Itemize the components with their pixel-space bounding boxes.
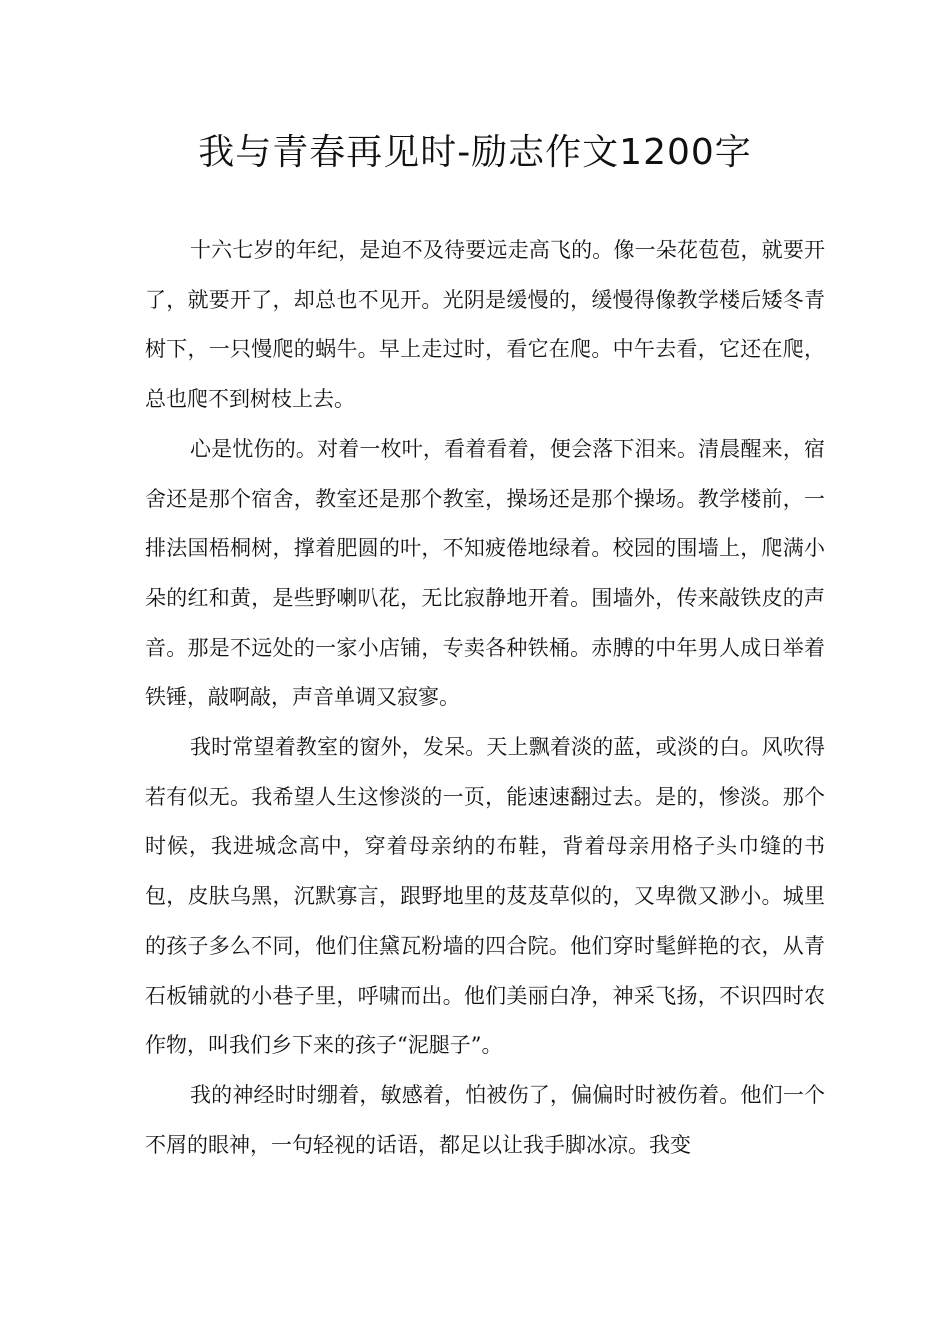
paragraph: 我时常望着教室的窗外，发呆。天上飘着淡的蓝，或淡的白。风吹得若有似无。我希望人生这惨淡的一页，能速速翻过去。是的，惨淡。那个时候，我进城念高中，穿着母亲纳的布鞋，背着母亲用格子头巾缝的书包，皮肤乌黑，沉默寡言，跟野地里的芨芨草似的，又卑微又渺小。城里的孩子多么不同，他们住黛瓦粉墙的四合院。他们穿时髦鲜艳的衣，从青石板铺就的小巷子里，呼啸而出。他们美丽白净，神采飞扬，不识四时农作物，叫我们乡下来的孩子“泥腿子”。 (145, 735, 825, 1058)
document-body (145, 226, 825, 1170)
paragraph: 十六七岁的年纪，是迫不及待要远走高飞的。像一朵花苞苞，就要开了，就要开了，却总也不见开。光阴是缓慢的，缓慢得像教学楼后矮冬青树下，一只慢爬的蜗牛。早上走过时，看它在爬。中午去看，它还在爬，总也爬不到树枝上去。 (145, 238, 825, 412)
paragraph: 心是忧伤的。对着一枚叶，看着看着，便会落下泪来。清晨醒来，宿舍还是那个宿舍，教室还是那个教室，操场还是那个操场。教学楼前，一排法国梧桐树，撑着肥圆的叶，不知疲倦地绿着。校园的围墙上，爬满小朵的红和黄，是些野喇叭花，无比寂静地开着。围墙外，传来敲铁皮的声音。那是不远处的一家小店铺，专卖各种铁桶。赤膊的中年男人成日举着铁锤，敲啊敲，声音单调又寂寥。 (145, 436, 825, 710)
document-title: 我与青春再见时-励志作文1200字 (198, 132, 752, 173)
paragraph: 我的神经时时绷着，敏感着，怕被伤了，偏偏时时被伤着。他们一个不屑的眼神，一句轻视的话语，都足以让我手脚冰凉。我变 (145, 1082, 825, 1157)
